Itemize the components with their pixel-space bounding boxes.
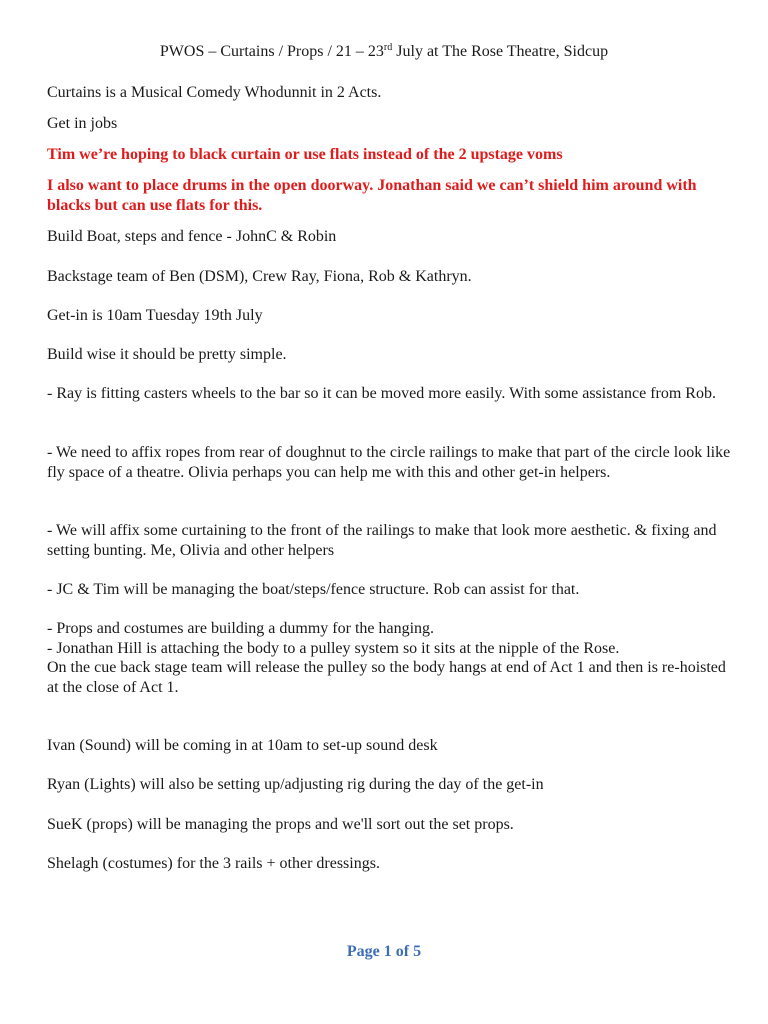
paragraph-costumes: Shelagh (costumes) for the 3 rails + other dressings. bbox=[47, 855, 380, 872]
paragraph-note-voms: Tim we’re hoping to black curtain or use flats instead of the 2 upstage voms bbox=[47, 146, 563, 163]
paragraph-cue: On the cue back stage team will release the pulley so the body hangs at end of Act 1 and then is re-hoisted at the close of Act 1. bbox=[47, 659, 726, 696]
paragraph-ray-casters: - Ray is fitting casters wheels to the bar so it can be moved more easily. With some assistance from Rob. bbox=[47, 385, 716, 402]
title-superscript: rd bbox=[383, 42, 393, 53]
paragraph-pulley: - Jonathan Hill is attaching the body to a pulley system so it sits at the nipple of the Rose. bbox=[47, 640, 620, 657]
paragraph-sound: Ivan (Sound) will be coming in at 10am to set-up sound desk bbox=[47, 737, 438, 754]
document-title bbox=[0, 40, 768, 64]
paragraph-get-in-time: Get-in is 10am Tuesday 19th July bbox=[47, 307, 263, 324]
paragraph-intro: Curtains is a Musical Comedy Whodunnit in 2 Acts. bbox=[47, 84, 382, 101]
paragraph-backstage-team: Backstage team of Ben (DSM), Crew Ray, Fiona, Rob & Kathryn. bbox=[47, 268, 472, 285]
paragraph-note-drums: I also want to place drums in the open doorway. Jonathan said we can’t shield him around with blacks but can use flats for this. bbox=[47, 177, 697, 214]
paragraph-lights: Ryan (Lights) will also be setting up/adjusting rig during the day of the get-in bbox=[47, 776, 544, 793]
paragraph-get-in-jobs: Get in jobs bbox=[47, 115, 118, 132]
title-text: PWOS – Curtains / Props / 21 – 23 bbox=[159, 43, 384, 60]
paragraph-dummy: - Props and costumes are building a dummy for the hanging. bbox=[47, 620, 435, 637]
title-text-end: July at The Rose Theatre, Sidcup bbox=[392, 43, 609, 60]
paragraph-ropes: - We need to affix ropes from rear of doughnut to the circle railings to make that part of the circle look like fly space of a theatre. Olivia perhaps you can help me with this and other get-in helpers. bbox=[47, 444, 731, 481]
paragraph-build-wise: Build wise it should be pretty simple. bbox=[47, 346, 287, 363]
paragraph-props: SueK (props) will be managing the props and we'll sort out the set props. bbox=[47, 816, 514, 833]
paragraph-curtaining: - We will affix some curtaining to the front of the railings to make that look more aesthetic. & fixing and setting bunting. Me, Olivia and other helpers bbox=[47, 522, 717, 559]
page-number-footer: Page 1 of 5 bbox=[346, 943, 422, 960]
paragraph-boat-structure: - JC & Tim will be managing the boat/steps/fence structure. Rob can assist for that. bbox=[47, 581, 580, 598]
paragraph-build-boat: Build Boat, steps and fence - JohnC & Robin bbox=[47, 228, 337, 245]
